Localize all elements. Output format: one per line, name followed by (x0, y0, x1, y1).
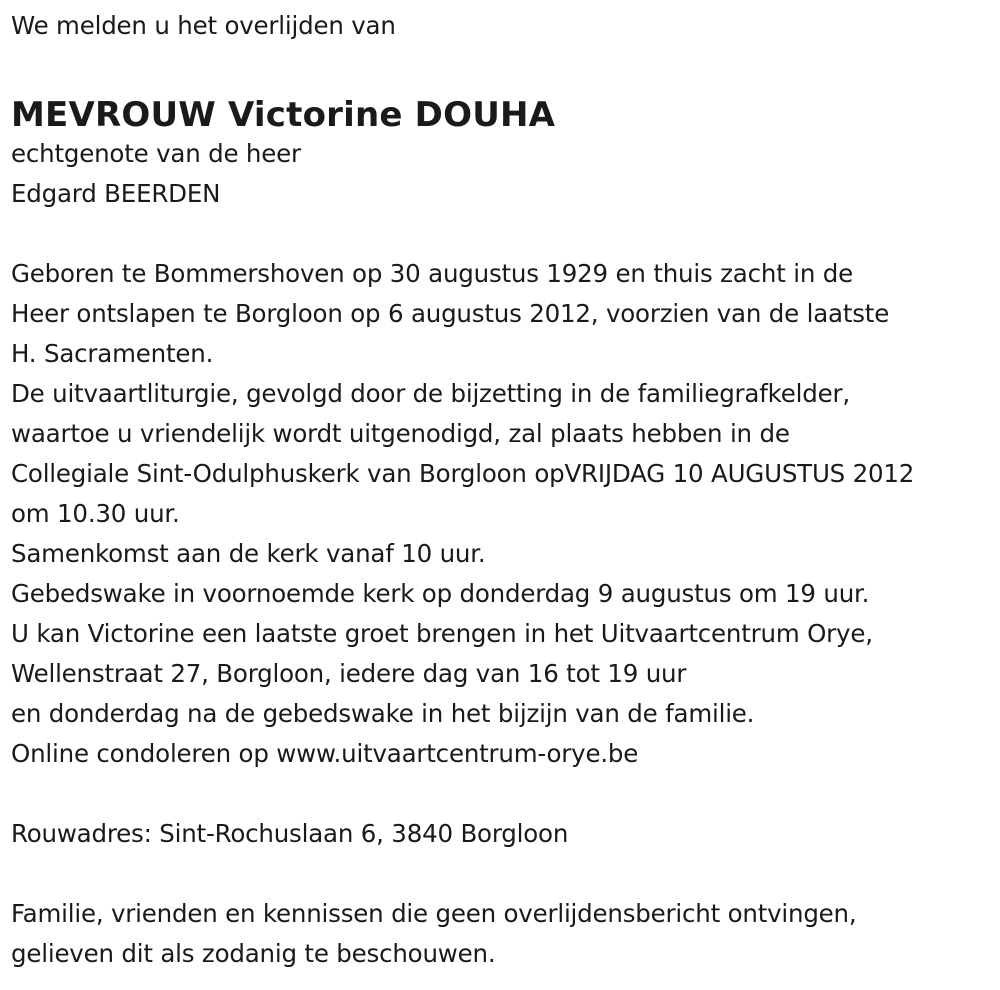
closing-line: gelieven dit als zodanig te beschouwen. (11, 939, 496, 968)
spacer (11, 854, 1000, 894)
body-line: om 10.30 uur. (11, 499, 180, 528)
spacer (11, 46, 1000, 86)
relation-line: echtgenote van de heer (11, 139, 301, 168)
spacer (11, 774, 1000, 814)
spouse-name: Edgard BEERDEN (11, 179, 221, 208)
body-line: en donderdag na de gebedswake in het bijzijn van de familie. (11, 699, 755, 728)
mourning-address: Rouwadres: Sint-Rochuslaan 6, 3840 Borgloon (11, 819, 569, 848)
deceased-name: MEVROUW Victorine DOUHA (11, 95, 556, 135)
body-line: Geboren te Bommershoven op 30 augustus 1929 en thuis zacht in de (11, 259, 853, 288)
body-line: U kan Victorine een laatste groet brengen in het Uitvaartcentrum Orye, (11, 619, 873, 648)
closing-line: Familie, vrienden en kennissen die geen overlijdensbericht ontvingen, (11, 899, 857, 928)
condolence-line: Online condoleren op www.uitvaartcentrum-orye.be (11, 739, 639, 768)
body-line: H. Sacramenten. (11, 339, 214, 368)
body-line: Heer ontslapen te Borgloon op 6 augustus 2012, voorzien van de laatste (11, 299, 890, 328)
body-line: Gebedswake in voornoemde kerk op donderdag 9 augustus om 19 uur. (11, 579, 870, 608)
body-line: Collegiale Sint-Odulphuskerk van Borgloon opVRIJDAG 10 AUGUSTUS 2012 (11, 459, 915, 488)
body-line: Samenkomst aan de kerk vanaf 10 uur. (11, 539, 486, 568)
intro-text: We melden u het overlijden van (11, 11, 396, 40)
body-line: De uitvaartliturgie, gevolgd door de bijzetting in de familiegrafkelder, (11, 379, 850, 408)
spacer (11, 214, 1000, 254)
body-line: Wellenstraat 27, Borgloon, iedere dag van 16 tot 19 uur (11, 659, 687, 688)
body-line: waartoe u vriendelijk wordt uitgenodigd, zal plaats hebben in de (11, 419, 790, 448)
